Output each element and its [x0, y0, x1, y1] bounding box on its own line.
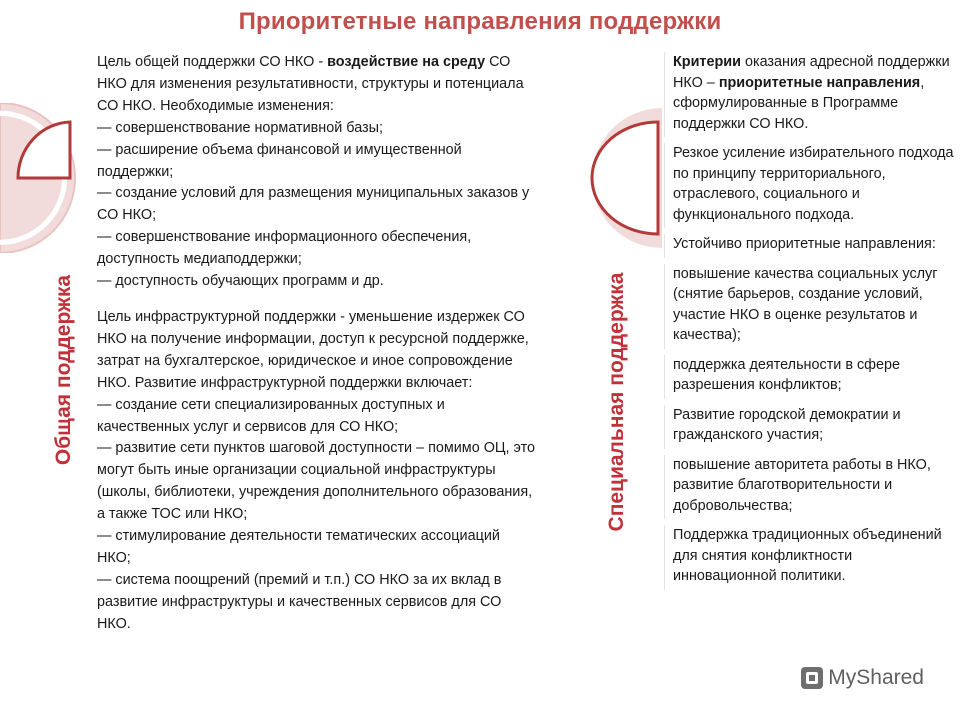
left-quarter-shape — [16, 120, 72, 180]
infrastructure-item: — система поощрений (премий и т.п.) СО НКО за их вклад в развитие инфраструктуры и качественных сервисов для СО НКО. — [97, 571, 502, 632]
watermark-text: MyShared — [828, 666, 924, 689]
general-support-intro: Цель общей поддержки СО НКО - воздействие на среду СО НКО для изменения результативности, структуры и потенциала СО НКО. Необходимые изменения: — [97, 54, 524, 114]
general-item: — создание условий для размещения муниципальных заказов у СО НКО; — [97, 185, 530, 224]
right-halfcircle-shape — [590, 120, 660, 236]
general-item: — расширение объема финансовой и имущественной поддержки; — [97, 141, 462, 180]
infrastructure-item: — создание сети специализированных доступных и качественных услуг и сервисов для СО НКО; — [97, 396, 445, 435]
watermark — [801, 666, 924, 690]
special-support-text — [664, 52, 954, 596]
general-support-text — [97, 52, 537, 636]
myshared-logo-icon — [801, 667, 823, 689]
priority-box: повышение авторитета работы в НКО, развитие благотворительности и добровольчества; — [664, 455, 954, 520]
page-title: Приоритетные направления поддержки — [238, 8, 722, 35]
infrastructure-item: — развитие сети пунктов шаговой доступности – помимо ОЦ, это могут быть иные организации социальной инфраструктуры (школы, библиотеки, учреждения дополнительного образования, а также ТОС или НКО; — [97, 440, 535, 523]
priority-box: поддержка деятельности в сфере разрешения конфликтов; — [664, 355, 954, 399]
special-support-vertical-label: Специальная поддержка — [605, 272, 628, 532]
general-item: — совершенствование нормативной базы; — [97, 119, 383, 136]
criteria-box: Критерии оказания адресной поддержки НКО – приоритетные направления, сформулированные в Программе поддержки СО НКО. — [664, 52, 954, 137]
priority-box: повышение качества социальных услуг (снятие барьеров, создание условий, участие НКО в оценке результатов и качества); — [664, 264, 954, 349]
general-item: — совершенствование информационного обеспечения, доступность медиаподдержки; — [97, 229, 472, 268]
infrastructure-intro: Цель инфраструктурной поддержки - уменьшение издержек СО НКО на получение информации, доступ к ресурсной поддержке, затрат на бухгалтерское, юридическое и иное сопровождение НКО. Развитие инфраструктурной поддержки включает: — [97, 308, 529, 391]
priority-box: Поддержка традиционных объединений для снятия конфликтности инновационной политики. — [664, 525, 954, 590]
general-item: — доступность обучающих программ и др. — [97, 273, 384, 290]
priority-box: Резкое усиление избирательного подхода по принципу территориального, отраслевого, социального и функционального подхода. — [664, 143, 954, 228]
priority-box: Устойчиво приоритетные направления: — [664, 234, 954, 258]
priority-box: Развитие городской демократии и гражданского участия; — [664, 405, 954, 449]
general-support-vertical-label: Общая поддержка — [52, 274, 75, 466]
infrastructure-item: — стимулирование деятельности тематических ассоциаций НКО; — [97, 528, 500, 566]
